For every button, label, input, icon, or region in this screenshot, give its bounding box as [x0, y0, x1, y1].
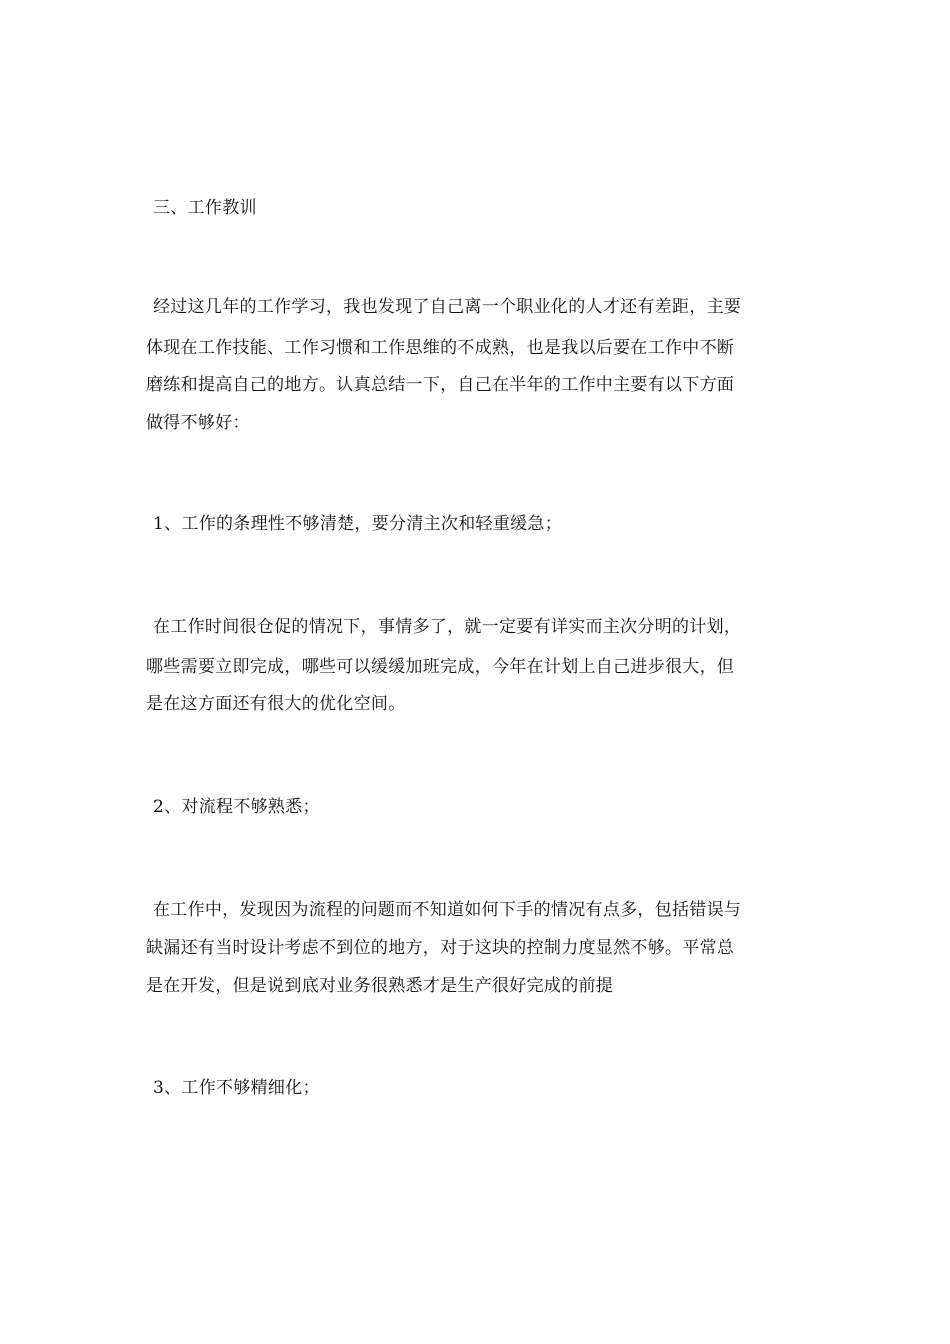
paragraph-line: 是在开发，但是说到底对业务很熟悉才是生产很好完成的前提 — [146, 976, 614, 996]
section-heading: 三、工作教训 — [153, 198, 257, 218]
paragraph-line: 是在这方面还有很大的优化空间。 — [146, 694, 406, 714]
list-item: 3、工作不够精细化； — [153, 1078, 320, 1098]
paragraph-line: 在工作时间很仓促的情况下，事情多了，就一定要有详实而主次分明的计划， — [153, 617, 742, 637]
list-item: 2、对流程不够熟悉； — [153, 797, 320, 817]
paragraph-line: 磨练和提高自己的地方。认真总结一下，自己在半年的工作中主要有以下方面 — [146, 375, 735, 395]
paragraph-line: 缺漏还有当时设计考虑不到位的地方，对于这块的控制力度显然不够。平常总 — [146, 938, 735, 958]
paragraph-line: 在工作中，发现因为流程的问题而不知道如何下手的情况有点多，包括错误与 — [153, 900, 742, 920]
paragraph-line: 哪些需要立即完成，哪些可以缓缓加班完成，今年在计划上自己进步很大，但 — [146, 657, 735, 677]
paragraph-line: 体现在工作技能、工作习惯和工作思维的不成熟，也是我以后要在工作中不断 — [146, 338, 735, 358]
list-item: 1、工作的条理性不够清楚，要分清主次和轻重缓急； — [153, 514, 563, 534]
paragraph-line: 做得不够好： — [146, 413, 250, 433]
paragraph-line: 经过这几年的工作学习，我也发现了自己离一个职业化的人才还有差距，主要 — [153, 297, 742, 317]
